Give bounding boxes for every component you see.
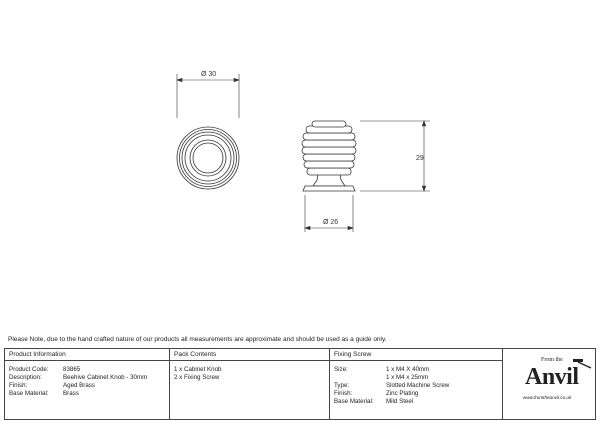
front-view xyxy=(177,127,239,189)
info-key: Base Material: xyxy=(9,390,49,397)
info-key: Product Code: xyxy=(9,366,49,373)
product-information-section xyxy=(5,349,170,419)
screw-value: 1 x M4 X 40mm xyxy=(386,366,430,373)
product-information-header: Product Information xyxy=(5,349,169,361)
screw-key xyxy=(334,374,386,382)
logo-url: www.fromtheanvil.co.uk xyxy=(523,395,572,400)
info-value: Aged Brass xyxy=(63,382,95,389)
info-value: Brass xyxy=(63,390,79,397)
screw-key: Finish: xyxy=(334,390,353,397)
info-row xyxy=(5,382,169,390)
info-table xyxy=(4,348,596,420)
info-value: Beehive Cabinet Knob - 30mm xyxy=(63,374,148,381)
info-row xyxy=(5,390,169,398)
logo-brand: Anvil xyxy=(525,364,579,390)
info-row xyxy=(5,366,169,374)
pack-contents-section xyxy=(170,349,330,419)
info-row xyxy=(5,374,169,382)
brand-logo-section xyxy=(503,349,595,419)
screw-key: Type: xyxy=(334,382,350,389)
screw-row xyxy=(330,366,502,374)
pack-contents-header: Pack Contents xyxy=(170,349,329,361)
info-key: Description: xyxy=(9,374,42,381)
screw-value: Zinc Plating xyxy=(386,390,419,397)
screw-row xyxy=(330,390,502,398)
screw-row xyxy=(330,398,502,406)
screw-row xyxy=(330,374,502,382)
info-key: Finish: xyxy=(9,382,28,389)
screw-value: 1 x M4 x 25mm xyxy=(386,374,429,381)
base-diameter-label: Ø 26 xyxy=(323,219,339,226)
screw-row xyxy=(330,382,502,390)
pack-item: 2 x Fixing Screw xyxy=(174,374,220,381)
fixing-screw-section xyxy=(330,349,503,419)
anvil-logo xyxy=(511,355,591,417)
height-label: 29 xyxy=(416,155,424,162)
fixing-screw-header: Fixing Screw xyxy=(330,349,502,361)
screw-value: Mild Steel xyxy=(386,398,414,405)
base-width-dimension xyxy=(305,195,353,232)
screw-key: Size: xyxy=(334,366,348,373)
logo-from-text: From the xyxy=(541,357,563,363)
info-value: 83865 xyxy=(63,366,81,373)
disclaimer-note: Please Note, due to the hand crafted nature of our products all measurements are approximate and should be used as a guide only. xyxy=(8,336,387,343)
screw-key: Base Material: xyxy=(334,398,374,405)
front-diameter-label: Ø 30 xyxy=(201,71,217,78)
side-view xyxy=(302,121,356,191)
screw-value: Slotted Machine Screw xyxy=(386,382,450,389)
front-width-dimension xyxy=(177,74,239,118)
pack-item: 1 x Cabinet Knob xyxy=(174,366,222,373)
